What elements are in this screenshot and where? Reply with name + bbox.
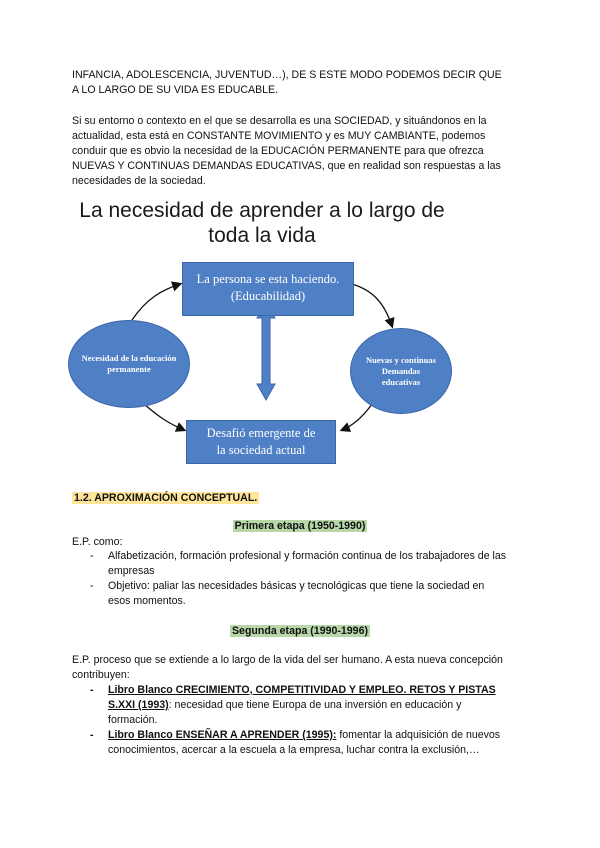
right-ellipse-line-1: Nuevas y continuas	[366, 354, 436, 365]
stage2-item-1	[72, 683, 532, 728]
libro-blanco-1993-desc-line-3: formación.	[108, 714, 158, 726]
bottom-box-line-2: la sociedad actual	[216, 443, 306, 457]
top-box-line-2: (Educabilidad)	[230, 289, 306, 303]
top-box-line-1: La persona se esta haciendo.	[196, 272, 340, 286]
libro-blanco-1995-title: Libro Blanco ENSEÑAR A APRENDER (1995):	[108, 729, 337, 741]
stage1-list	[72, 549, 532, 609]
bottom-box-line-1: Desafió emergente de	[206, 426, 316, 440]
society-line-4: NUEVAS Y CONTINUAS DEMANDAS EDUCATIVAS, que en realidad son respuestas a las	[72, 160, 501, 172]
bullet-dash: -	[90, 550, 94, 562]
libro-blanco-1995-desc-line-2: conocimientos, acercar a la escuela a la empresa, luchar contra la exclusión,…	[108, 744, 480, 756]
stage2-list	[72, 683, 532, 758]
arrow-left-to-top	[132, 284, 180, 320]
stage2-intro	[72, 653, 532, 683]
society-line-3: conduir que es obvio la necesidad de la EDUCACIÓN PERMANENTE para que ofrezca	[72, 145, 484, 157]
arrow-right-to-bottom	[342, 404, 372, 430]
stage1-item-1-line-2: empresas	[108, 565, 155, 577]
left-ellipse-necesidad	[68, 320, 190, 408]
society-line-1: Si su entorno o contexto en el que se desarrolla es una SOCIEDAD, y situándonos en la	[72, 115, 487, 127]
double-vertical-arrow	[257, 302, 275, 400]
libro-blanco-1993-title-line-2: S.XXI (1993)	[108, 699, 169, 711]
bottom-box-desafio	[186, 420, 336, 464]
society-paragraph	[72, 114, 532, 189]
stage1-heading-text: Primera etapa (1950-1990)	[234, 520, 366, 532]
intro-paragraph	[72, 68, 532, 98]
stage2-heading	[0, 624, 600, 638]
diagram-title-line-1: La necesidad de aprender a lo largo de	[79, 199, 445, 222]
section-heading-text: 1.2. APROXIMACIÓN CONCEPTUAL.	[74, 492, 258, 504]
stage1-item-1-line-1: Alfabetización, formación profesional y formación continua de los trabajadores de las	[108, 550, 507, 562]
stage1-item-1	[72, 549, 532, 579]
left-ellipse-line-2: permanente	[107, 364, 151, 374]
libro-blanco-1995-desc: fomentar la adquisición de nuevos	[336, 729, 501, 741]
section-heading	[72, 491, 532, 506]
stage2-intro-line-1: E.P. proceso que se extiende a lo largo de la vida del ser humano. A esta nueva concepción	[72, 654, 503, 666]
intro-line-1: INFANCIA, ADOLESCENCIA, JUVENTUD…), DE S ESTE MODO PODEMOS DECIR QUE	[72, 69, 502, 81]
libro-blanco-1993-title-line-1: Libro Blanco CRECIMIENTO, COMPETITIVIDAD Y EMPLEO. RETOS Y PISTAS	[108, 684, 496, 696]
libro-blanco-1993-desc: : necesidad que tiene Europa de una inversión en educación y	[168, 699, 462, 711]
stage1-item-2-line-1: Objetivo: paliar las necesidades básicas y tecnológicas que tiene la sociedad en	[108, 580, 485, 592]
top-box-persona	[182, 262, 354, 316]
right-ellipse-line-2: Demandas	[381, 365, 421, 376]
stage2-item-2	[72, 728, 532, 758]
intro-line-2: A LO LARGO DE SU VIDA ES EDUCABLE.	[72, 84, 279, 96]
stage1-item-2	[72, 579, 532, 609]
stage1-heading	[0, 519, 600, 533]
society-line-5: necesidades de la sociedad.	[72, 175, 206, 187]
arrow-top-to-right	[352, 284, 392, 326]
bullet-dash: -	[90, 729, 94, 741]
society-line-2: actualidad, esta está en CONSTANTE MOVIMIENTO y es MUY CAMBIANTE, podemos	[72, 130, 486, 142]
right-ellipse-demandas	[350, 328, 452, 414]
diagram-title-line-2: toda la vida	[208, 224, 316, 247]
left-ellipse-line-1: Necesidad de la educación	[81, 353, 177, 363]
right-ellipse-line-3: educativas	[381, 376, 421, 387]
stage2-intro-line-2: contribuyen:	[72, 669, 130, 681]
stage2-heading-text: Segunda etapa (1990-1996)	[231, 625, 368, 637]
bullet-dash: -	[90, 684, 94, 696]
arrow-left-to-bottom	[144, 404, 184, 430]
lifelong-learning-diagram	[62, 198, 462, 470]
stage1-item-2-line-2: esos momentos.	[108, 595, 186, 607]
bullet-dash: -	[90, 580, 94, 592]
stage1-intro: E.P. como:	[72, 536, 123, 548]
